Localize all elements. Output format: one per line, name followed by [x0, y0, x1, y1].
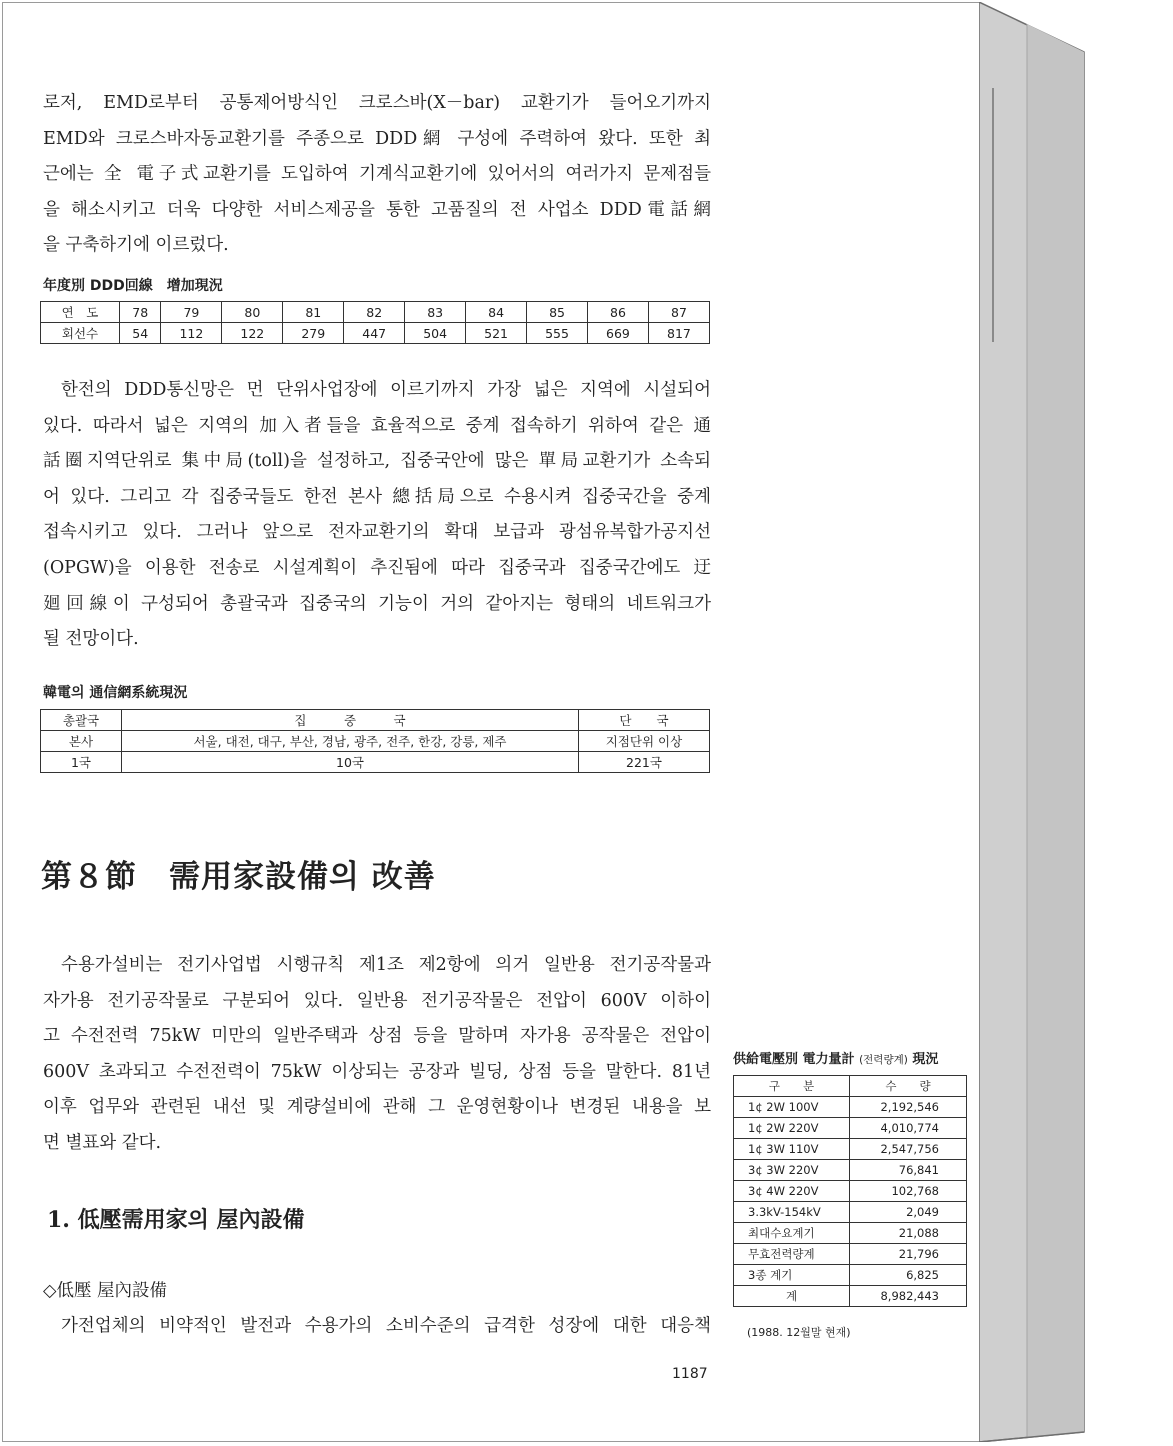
network-table [40, 709, 710, 773]
power-row [734, 1202, 967, 1223]
network-header-cell: 총괄국 [41, 710, 122, 731]
ddd-count-cell: 54 [120, 323, 161, 344]
power-header-row [734, 1076, 967, 1097]
power-count-cell: 76,841 [850, 1160, 967, 1181]
ddd-count-cell: 504 [405, 323, 466, 344]
power-total-row [734, 1286, 967, 1307]
power-type-cell: 1¢ 2W 220V [734, 1118, 850, 1139]
power-count-cell: 2,049 [850, 1202, 967, 1223]
ddd-count-cell: 122 [222, 323, 283, 344]
ddd-year-header: 연 도 [41, 302, 120, 323]
network-header-cell: 단 국 [579, 710, 710, 731]
network-cell: 221국 [579, 752, 710, 773]
text-line: 話圈지역단위로 集中局(toll)을 설정하고, 집중국안에 많은 單局교환기가 소속되 [43, 451, 711, 472]
power-row [734, 1139, 967, 1160]
ddd-counts-row [41, 323, 710, 344]
text-line: 廻回線이 구성되어 총괄국과 집중국의 기능이 거의 같아지는 형태의 네트워크가 [43, 593, 711, 614]
text-line: EMD와 크로스바자동교환기를 주종으로 DDD網 구성에 주력하여 왔다. 또한 최 [43, 128, 711, 149]
ddd-year-cell: 79 [161, 302, 222, 323]
power-caption-main: 供給電壓別 電力量計 [733, 1052, 855, 1067]
ddd-year-cell: 80 [222, 302, 283, 323]
text-line: 600V 초과되고 수전전력이 75kW 이상되는 공장과 빌딩, 상점 등을 말한다. 81년 [43, 1061, 711, 1082]
network-row [41, 731, 710, 752]
power-type-cell: 무효전력량계 [734, 1244, 850, 1265]
ddd-years-row [41, 302, 710, 323]
ddd-year-cell: 81 [283, 302, 344, 323]
power-count-cell: 21,796 [850, 1244, 967, 1265]
ddd-year-cell: 86 [588, 302, 649, 323]
text-line: 이후 업무와 관련된 내선 및 계량설비에 관해 그 운영현황이나 변경된 내용을 보 [43, 1097, 711, 1118]
text-line: 근에는 全 電子式교환기를 도입하여 기계식교환기에 있어서의 여러가지 문제점들 [43, 164, 711, 185]
text-line: 접속시키고 있다. 그러나 앞으로 전자교환기의 확대 보급과 광섬유복합가공지선 [43, 522, 711, 543]
power-total-label: 계 [734, 1286, 850, 1307]
text-line: 면 별표와 같다. [43, 1132, 162, 1153]
network-cell: 1국 [41, 752, 122, 773]
text-line: 을 구축하기에 이르렀다. [43, 235, 229, 256]
text-line: 로저, EMD로부터 공통제어방식인 크로스바(X－bar) 교환기가 들어오기까지 [43, 93, 711, 113]
ddd-count-cell: 521 [466, 323, 527, 344]
ddd-count-header: 회선수 [41, 323, 120, 344]
power-caption-paren: (전력량계) [859, 1054, 908, 1066]
power-type-cell: 1¢ 2W 100V [734, 1097, 850, 1118]
power-type-cell: 3.3kV-154kV [734, 1202, 850, 1223]
power-count-cell: 4,010,774 [850, 1118, 967, 1139]
power-type-cell: 최대수요계기 [734, 1223, 850, 1244]
network-cell: 본사 [41, 731, 122, 752]
power-caption-end: 現況 [912, 1052, 939, 1067]
network-header-row [41, 710, 710, 731]
text-line: 을 해소시키고 더욱 다양한 서비스제공을 통한 고품질의 전 사업소 DDD電話網 [43, 199, 711, 220]
power-type-cell: 3¢ 4W 220V [734, 1181, 850, 1202]
section-title: 第８節 需用家設備의 改善 [41, 859, 436, 895]
network-cell: 지점단위 이상 [579, 731, 710, 752]
text-line: 있다. 따라서 넓은 지역의 加入者들을 효율적으로 중계 접속하기 위하여 같은 通 [43, 415, 711, 436]
ddd-count-cell: 279 [283, 323, 344, 344]
ddd-year-cell: 82 [344, 302, 405, 323]
power-type-cell: 3종 계기 [734, 1265, 850, 1286]
ddd-table-caption: 年度別 DDD回線 增加現況 [43, 278, 223, 294]
subsubsection-title: ◇低壓 屋內設備 [43, 1281, 168, 1301]
power-row [734, 1181, 967, 1202]
book-spine-edge [979, 2, 1089, 1442]
ddd-count-cell: 447 [344, 323, 405, 344]
ddd-table [40, 301, 710, 344]
subsection-title: 1. 低壓需用家의 屋內設備 [47, 1207, 305, 1233]
power-row [734, 1223, 967, 1244]
ddd-count-cell: 555 [527, 323, 588, 344]
ddd-count-cell: 112 [161, 323, 222, 344]
power-table-caption [733, 1048, 938, 1067]
ddd-count-cell: 669 [588, 323, 649, 344]
text-line: 될 전망이다. [43, 629, 139, 650]
text-line: 한전의 DDD통신망은 먼 단위사업장에 이르기까지 가장 넓은 지역에 시설되어 [61, 380, 711, 400]
power-count-cell: 6,825 [850, 1265, 967, 1286]
power-type-cell: 3¢ 3W 220V [734, 1160, 850, 1181]
document-page [2, 2, 980, 1442]
ddd-year-cell: 78 [120, 302, 161, 323]
network-table-caption: 韓電의 通信網系統現況 [43, 685, 188, 701]
power-type-cell: 1¢ 3W 110V [734, 1139, 850, 1160]
power-count-cell: 2,192,546 [850, 1097, 967, 1118]
last-paragraph [43, 1309, 711, 1345]
text-line: 고 수전전력 75kW 미만의 일반주택과 상점 등을 말하며 자가용 공작물은 전압이 [43, 1026, 711, 1047]
power-row [734, 1244, 967, 1265]
text-line: 자가용 전기공작물로 구분되어 있다. 일반용 전기공작물은 전압이 600V 이하이 [43, 990, 711, 1011]
power-total-value: 8,982,443 [850, 1286, 967, 1307]
power-count-cell: 2,547,756 [850, 1139, 967, 1160]
power-header-cell: 수 량 [850, 1076, 967, 1097]
page-number: 1187 [672, 1366, 708, 1382]
power-row [734, 1097, 967, 1118]
network-cell: 10국 [122, 752, 579, 773]
text-line: 가전업체의 비약적인 발전과 수용가의 소비수준의 급격한 성장에 대한 대응책 [61, 1316, 711, 1336]
ddd-year-cell: 85 [527, 302, 588, 323]
power-count-cell: 21,088 [850, 1223, 967, 1244]
text-line: 수용가설비는 전기사업법 시행규칙 제1조 제2항에 의거 일반용 전기공작물과 [61, 955, 711, 975]
network-cell: 서울, 대전, 대구, 부산, 경남, 광주, 전주, 한강, 강릉, 제주 [122, 731, 579, 752]
power-table [733, 1075, 967, 1307]
text-line: 어 있다. 그리고 각 집중국들도 한전 본사 總括局으로 수용시켜 집중국간을 중계 [43, 486, 711, 507]
power-header-cell: 구 분 [734, 1076, 850, 1097]
power-row [734, 1265, 967, 1286]
power-row [734, 1160, 967, 1181]
text-line: (OPGW)을 이용한 전송로 시설계획이 추진됨에 따라 집중국과 집중국간에도 迂 [43, 557, 711, 578]
network-header-cell: 집 중 국 [122, 710, 579, 731]
power-count-cell: 102,768 [850, 1181, 967, 1202]
ddd-year-cell: 87 [648, 302, 709, 323]
network-paragraph [43, 373, 711, 658]
power-row [734, 1118, 967, 1139]
customer-paragraph [43, 948, 711, 1162]
ddd-year-cell: 84 [466, 302, 527, 323]
ddd-count-cell: 817 [648, 323, 709, 344]
power-table-note: (1988. 12월말 현재) [747, 1326, 851, 1339]
intro-paragraph [43, 86, 711, 264]
network-row [41, 752, 710, 773]
ddd-year-cell: 83 [405, 302, 466, 323]
